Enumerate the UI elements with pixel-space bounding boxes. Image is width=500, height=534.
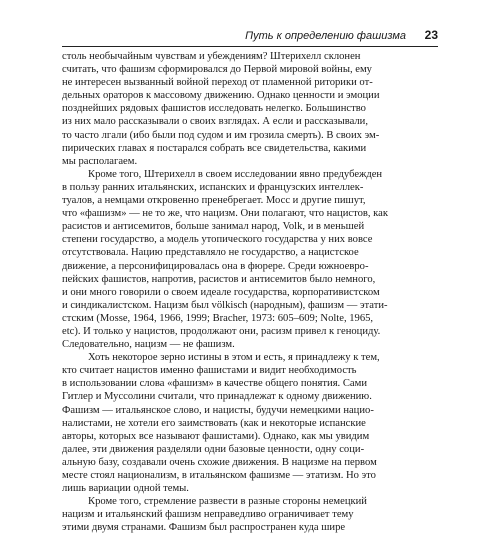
text-line: далее, эти движения разделяли одни базовые ценности, одну соци- (62, 443, 365, 455)
page-number: 23 (424, 28, 438, 42)
paragraph (62, 50, 438, 168)
text-line: в использовании слова «фашизм» в качестве общего понятия. Сами (62, 378, 367, 390)
text-line: расистов и антисемитов, больше занимал народ, Volk, и в меньшей (62, 221, 365, 233)
text-line: считать, что фашизм сформировался до Первой мировой войны, ему (62, 64, 372, 76)
text-line: дельных ораторов к массовому движению. Однако ценности и эмоции (62, 90, 380, 102)
paragraph (62, 351, 438, 495)
text-line: Хоть некоторое зерно истины в этом и есть, я принадлежу к тем, (88, 352, 380, 364)
text-line: степени государство, а модель утопического государства у них вовсе (62, 234, 373, 246)
text-line: позднейших рядовых фашистов исследовать нелегко. Большинство (62, 103, 366, 115)
text-line: отсутствовала. Нацию представляло не государство, а нацистское (62, 247, 359, 259)
text-line: что «фашизм» — не то же, что нацизм. Они полагают, что нацистов, как (62, 208, 389, 220)
text-line: столь необычайным чувствам и убеждениям? Штерихелл склонен (62, 51, 361, 62)
text-line: налистами, не хотели его заимствовать (как и некоторые испанские (62, 417, 366, 429)
text-line: Кроме того, стремление развести в разные стороны немецкий (88, 496, 367, 508)
text-line: стским (Mosse, 1964, 1966, 1999; Bracher, 1973: 605–609; Nolte, 1965, (62, 312, 374, 324)
text-line: авторы, которых все называют фашистами). Однако, как мы увидим (62, 430, 370, 442)
body-text (62, 50, 438, 534)
text-line: из них мало рассказывали о своих взглядах. А если и рассказывали, (62, 116, 368, 128)
text-line: нацизм и итальянский фашизм неправедливо ограничивает тему (62, 509, 354, 521)
text-line: мы располагаем. (62, 155, 138, 167)
text-line: кто считает нацистов именно фашистами и видит необходимость (62, 365, 357, 377)
text-line: Фашизм — итальянское слово, и нацисты, будучи немецкими нацио- (62, 404, 374, 416)
paragraph (62, 495, 438, 534)
text-line: Гитлер и Муссолини считали, что принадлежат к одному движению. (62, 391, 372, 403)
text-line: лишь вариации одной темы. (62, 483, 189, 495)
text-line: движение, а персонифицировалась она в фюрере. Среди южноевро- (62, 260, 369, 272)
text-line: пирических главах я постарался собрать все свидетельства, какими (62, 142, 367, 154)
text-line: Кроме того, Штерихелл в своем исследовании явно предубежден (88, 168, 383, 180)
text-line: то часто лгали (ибо были под судом и им грозила смерть). В своих эм- (62, 129, 380, 141)
text-line: альную базу, создавали очень схожие движения. В нацизме на первом (62, 456, 377, 468)
text-line: etc). И только у нацистов, продолжают они, расизм привел к геноциду. (62, 325, 381, 337)
page-header (62, 28, 438, 47)
text-line: Следовательно, нацизм — не фашизм. (62, 339, 235, 351)
text-line: и синдикалистском. Нацизм был völkisch (народным), фашизм — этати- (62, 299, 388, 311)
text-line: пейских фашистов, напротив, расистов и антисемитов было немного, (62, 273, 376, 285)
text-line: не интересен вызванный войной переход от пламенной риторики от- (62, 77, 373, 89)
text-line: этими двумя странами. Фашизм был распространен куда шире (62, 522, 346, 534)
text-line: и они много говорили о своем идеале государства, корпоративистском (62, 286, 380, 298)
text-line: месте стоял национализм, в итальянском фашизме — этатизм. Но это (62, 470, 376, 481)
text-line: туалов, а немцами откровенно пренебрегает. Мосс и другие пишут, (62, 195, 366, 207)
paragraph (62, 168, 438, 351)
running-title: Путь к определению фашизма (245, 30, 406, 42)
text-line: в пользу ранних итальянских, испанских и французских интеллек- (62, 181, 364, 193)
